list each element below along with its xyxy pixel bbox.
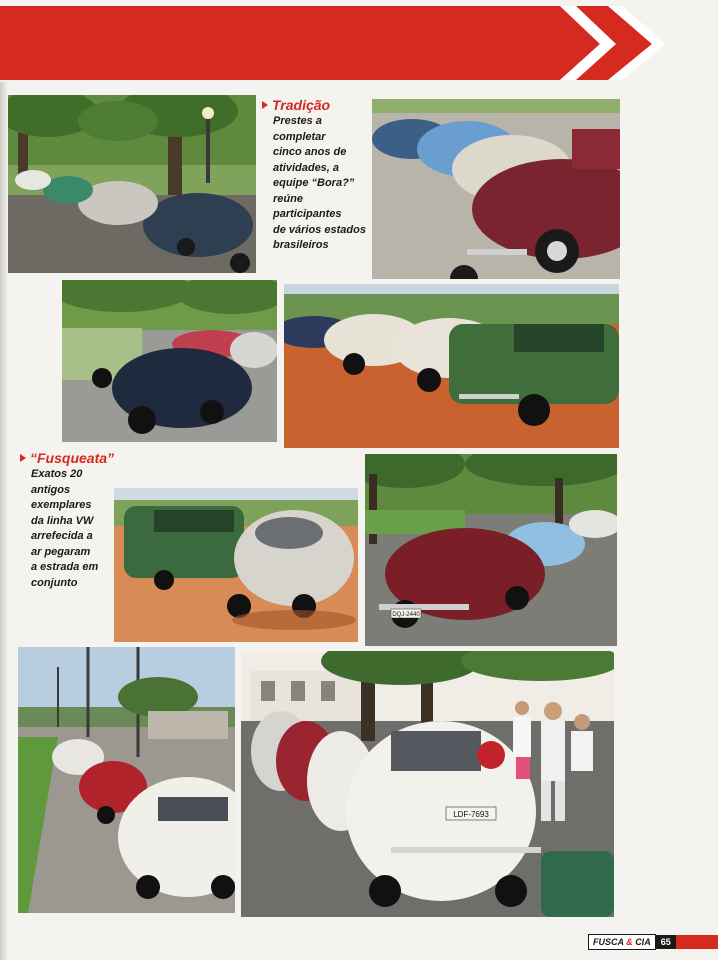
magazine-name: FUSCA & CIA [588, 934, 656, 950]
photo-yard-dark-beetle [62, 280, 277, 442]
photo-white-beetle-dirt [114, 488, 358, 642]
footer-folio [588, 935, 676, 949]
caption-arrow-icon [20, 454, 26, 462]
photo-road-parade [18, 647, 235, 913]
plate-maroon-beetle: DQJ-2440 [392, 612, 420, 618]
caption-tradicao-title: Tradição [262, 96, 372, 114]
photo-maroon-beetle-street [365, 454, 617, 646]
caption-fusqueata-title: “Fusqueata” [20, 449, 120, 467]
caption-fusqueata-body: Exatos 20 antigos exemplares da linha VW arrefecida a ar pegaram a estrada em conjunto [31, 468, 99, 589]
caption-arrow-icon [262, 101, 268, 109]
page-binding-shadow [0, 82, 8, 960]
photo-white-beetle-spectators [241, 651, 614, 917]
caption-tradicao-body: Prestes a completar cinco anos de atividades, a equipe “Bora?” reúne participantes de vários estados brasileiros [273, 115, 366, 251]
header-arrow-banner [0, 0, 718, 82]
photo-red-earth-lineup [284, 284, 619, 448]
photo-beetle-row-gravel [372, 99, 620, 279]
caption-fusqueata [20, 449, 120, 591]
photo-park-beetles [8, 95, 256, 273]
plate-white-beetle: LDF-7693 [453, 810, 489, 819]
caption-tradicao [262, 96, 372, 254]
page-number: 65 [656, 935, 676, 949]
